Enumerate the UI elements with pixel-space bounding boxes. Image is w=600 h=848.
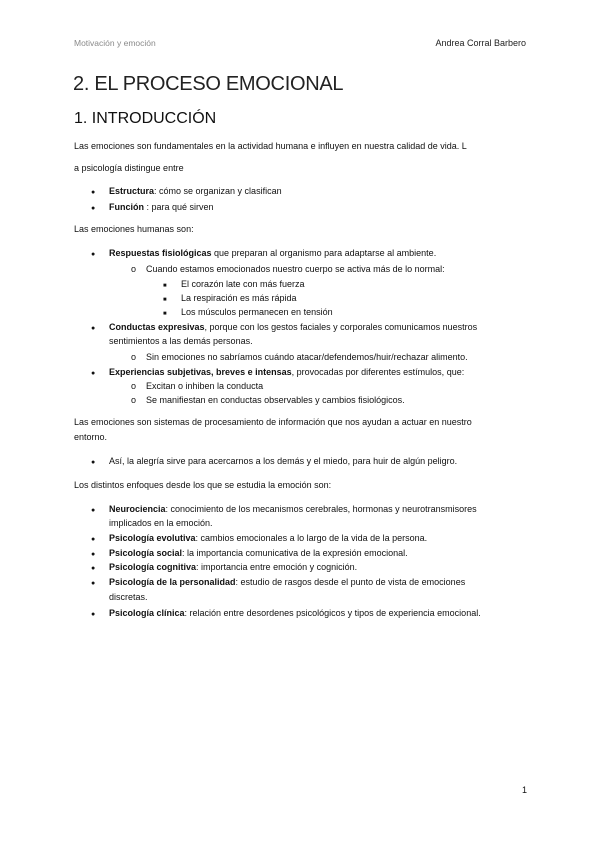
header-course-title: Motivación y emoción (74, 38, 156, 48)
bullet-icon (91, 247, 95, 261)
page-number: 1 (522, 785, 528, 795)
bullet-icon (91, 185, 95, 199)
list-item: Excitan o inhiben la conducta (146, 381, 264, 391)
bullet-icon (91, 321, 95, 335)
list-item: Estructura: cómo se organizan y clasifican (109, 186, 282, 196)
list-item: Neurociencia: conocimiento de los mecanismos cerebrales, hormonas y neurotransmisores (109, 504, 477, 514)
list-item: Se manifiestan en conductas observables y cambios fisiológicos. (146, 395, 405, 405)
bullet-icon (91, 455, 95, 469)
paragraph: Las emociones humanas son: (74, 224, 194, 234)
list-item: Así, la alegría sirve para acercarnos a los demás y el miedo, para huir de algún peligro. (109, 456, 458, 466)
paragraph: Las emociones son sistemas de procesamiento de información que nos ayudan a actuar en nuestro (74, 417, 472, 427)
bullet-icon (91, 547, 95, 561)
list-item: Psicología evolutiva: cambios emocionales a lo largo de la vida de la persona. (109, 533, 428, 543)
paragraph: Los distintos enfoques desde los que se estudia la emoción son: (74, 480, 332, 490)
list-item: El corazón late con más fuerza (181, 279, 305, 289)
list-item: Psicología social: la importancia comunicativa de la expresión emocional. (109, 548, 408, 558)
list-item: Psicología clínica: relación entre desordenes psicológicos y tipos de experiencia emocional. (109, 608, 481, 618)
bullet-icon (91, 607, 95, 621)
paragraph: entorno. (74, 432, 108, 442)
bullet-icon (91, 201, 95, 215)
list-item-continuation: sentimientos a las demás personas. (109, 336, 253, 346)
bullet-icon (91, 503, 95, 517)
paragraph: a psicología distingue entre (74, 163, 184, 173)
list-item: Experiencias subjetivas, breves e intensas, provocadas por diferentes estímulos, que: (109, 367, 465, 377)
square-bullet-icon (163, 292, 167, 306)
circle-bullet-icon (131, 394, 136, 406)
bullet-icon (91, 366, 95, 380)
bullet-icon (91, 532, 95, 546)
square-bullet-icon (163, 278, 167, 292)
circle-bullet-icon (131, 351, 136, 363)
chapter-title: 2. EL PROCESO EMOCIONAL (73, 73, 344, 95)
square-bullet-icon (163, 306, 167, 320)
bullet-icon (91, 561, 95, 575)
list-item: Cuando estamos emocionados nuestro cuerpo se activa más de lo normal: (146, 264, 445, 274)
list-item: Sin emociones no sabríamos cuándo atacar/defendemos/huir/rechazar alimento. (146, 352, 468, 362)
list-item: Conductas expresivas, porque con los gestos faciales y corporales comunicamos nuestros (109, 322, 478, 332)
paragraph: Las emociones son fundamentales en la actividad humana e influyen en nuestra calidad de vida. L (74, 141, 467, 151)
list-item-continuation: implicados en la emoción. (109, 518, 213, 528)
list-item: Psicología cognitiva: importancia entre emoción y cognición. (109, 562, 358, 572)
list-item: Psicología de la personalidad: estudio de rasgos desde el punto de vista de emociones (109, 577, 466, 587)
circle-bullet-icon (131, 380, 136, 392)
header-author: Andrea Corral Barbero (435, 38, 526, 48)
list-item: Función : para qué sirven (109, 202, 214, 212)
circle-bullet-icon (131, 263, 136, 275)
list-item-continuation: discretas. (109, 592, 148, 602)
list-item: La respiración es más rápida (181, 293, 297, 303)
bullet-icon (91, 576, 95, 590)
section-heading: 1. INTRODUCCIÓN (74, 110, 217, 127)
list-item: Los músculos permanecen en tensión (181, 307, 333, 317)
list-item: Respuestas fisiológicas que preparan al organismo para adaptarse al ambiente. (109, 248, 437, 258)
